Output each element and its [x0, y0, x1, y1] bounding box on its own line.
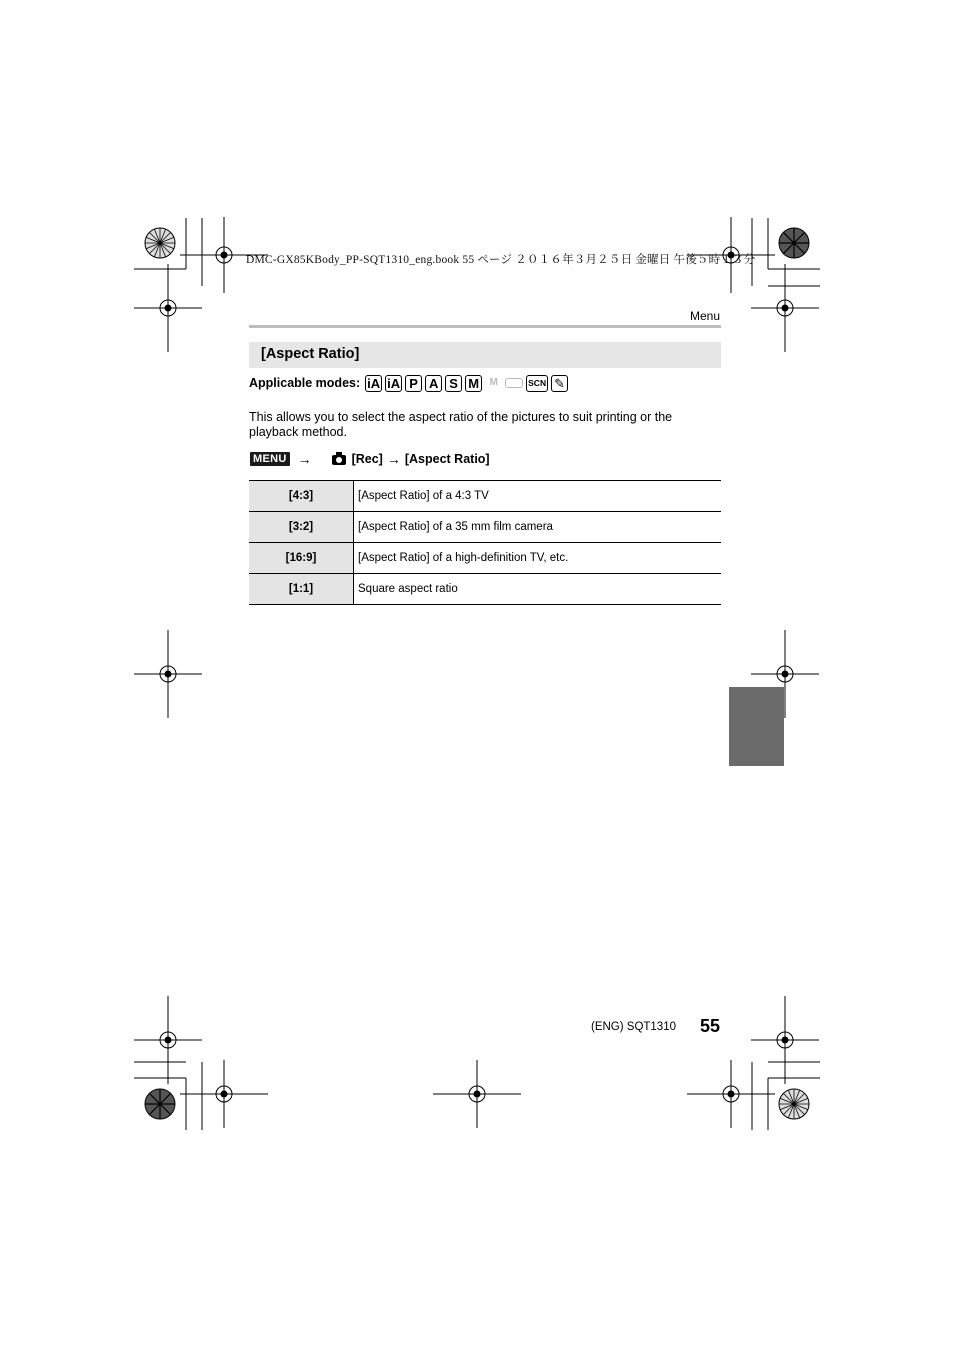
intelligent-auto-icon: iA [367, 375, 381, 391]
crosshair-mark [433, 1060, 521, 1128]
table-desc-cell: [Aspect Ratio] of a 35 mm film camera [354, 512, 722, 543]
menu-path-target: [Aspect Ratio] [404, 452, 490, 466]
star-target-mark [145, 1089, 175, 1119]
table-key-cell: [4:3] [249, 481, 354, 512]
footer-code: (ENG) SQT1310 [591, 1021, 676, 1033]
table-desc-cell: [Aspect Ratio] of a 4:3 TV [354, 481, 722, 512]
scene-guide-icon: SCN [526, 375, 548, 392]
section-title: [Aspect Ratio] [261, 346, 360, 362]
crosshair-mark [751, 264, 819, 352]
menu-path [250, 450, 490, 468]
table-row [249, 481, 721, 512]
page-number: 55 [700, 1016, 721, 1036]
creative-video-icon: M [489, 377, 498, 388]
creative-control-icon: ✎ [551, 375, 568, 392]
table-key-cell: [1:1] [249, 574, 354, 605]
crosshair-mark [134, 264, 202, 352]
table-desc-cell: [Aspect Ratio] of a high-definition TV, etc. [354, 543, 722, 574]
arrow-icon: → [386, 451, 401, 467]
aspect-ratio-table [249, 480, 721, 605]
intelligent-auto-plus-icon: iA [387, 375, 401, 391]
table-row [249, 512, 721, 543]
star-target-mark [779, 228, 809, 258]
arrow-icon: → [297, 451, 312, 467]
table-row [249, 574, 721, 605]
table-row [249, 543, 721, 574]
chapter-side-tab [729, 687, 784, 766]
shutter-priority-icon: S [445, 375, 462, 392]
camera-icon [332, 455, 346, 465]
crosshair-mark [134, 996, 202, 1084]
table-key-cell: [16:9] [249, 543, 354, 574]
section-heading-bar [249, 342, 721, 368]
crosshair-mark [180, 1060, 268, 1128]
chapter-label: Menu [689, 309, 720, 323]
crosshair-mark [751, 996, 819, 1084]
intro-text: This allows you to select the aspect ratio of the pictures to suit printing or the playback method. [249, 410, 673, 439]
star-target-mark [145, 228, 175, 258]
header-rule [249, 325, 721, 328]
star-target-mark [779, 1089, 809, 1119]
crosshair-mark [687, 1060, 775, 1128]
menu-button-icon: MENU [250, 452, 290, 466]
print-slug: DMC-GX85KBody_PP-SQT1310_eng.book 55 ページ ２０１６年３月２５日 金曜日 午後５時１３分 [246, 254, 756, 266]
crosshair-mark [134, 630, 202, 718]
panorama-icon [505, 378, 523, 388]
menu-path-rec: [Rec] [351, 452, 383, 466]
aperture-priority-icon: A [425, 375, 442, 392]
applicable-modes [249, 372, 571, 394]
program-mode-icon: P [405, 375, 422, 392]
table-key-cell: [3:2] [249, 512, 354, 543]
table-desc-cell: Square aspect ratio [354, 574, 722, 605]
applicable-modes-label: Applicable modes: [249, 376, 361, 390]
manual-mode-icon: M [465, 375, 482, 392]
